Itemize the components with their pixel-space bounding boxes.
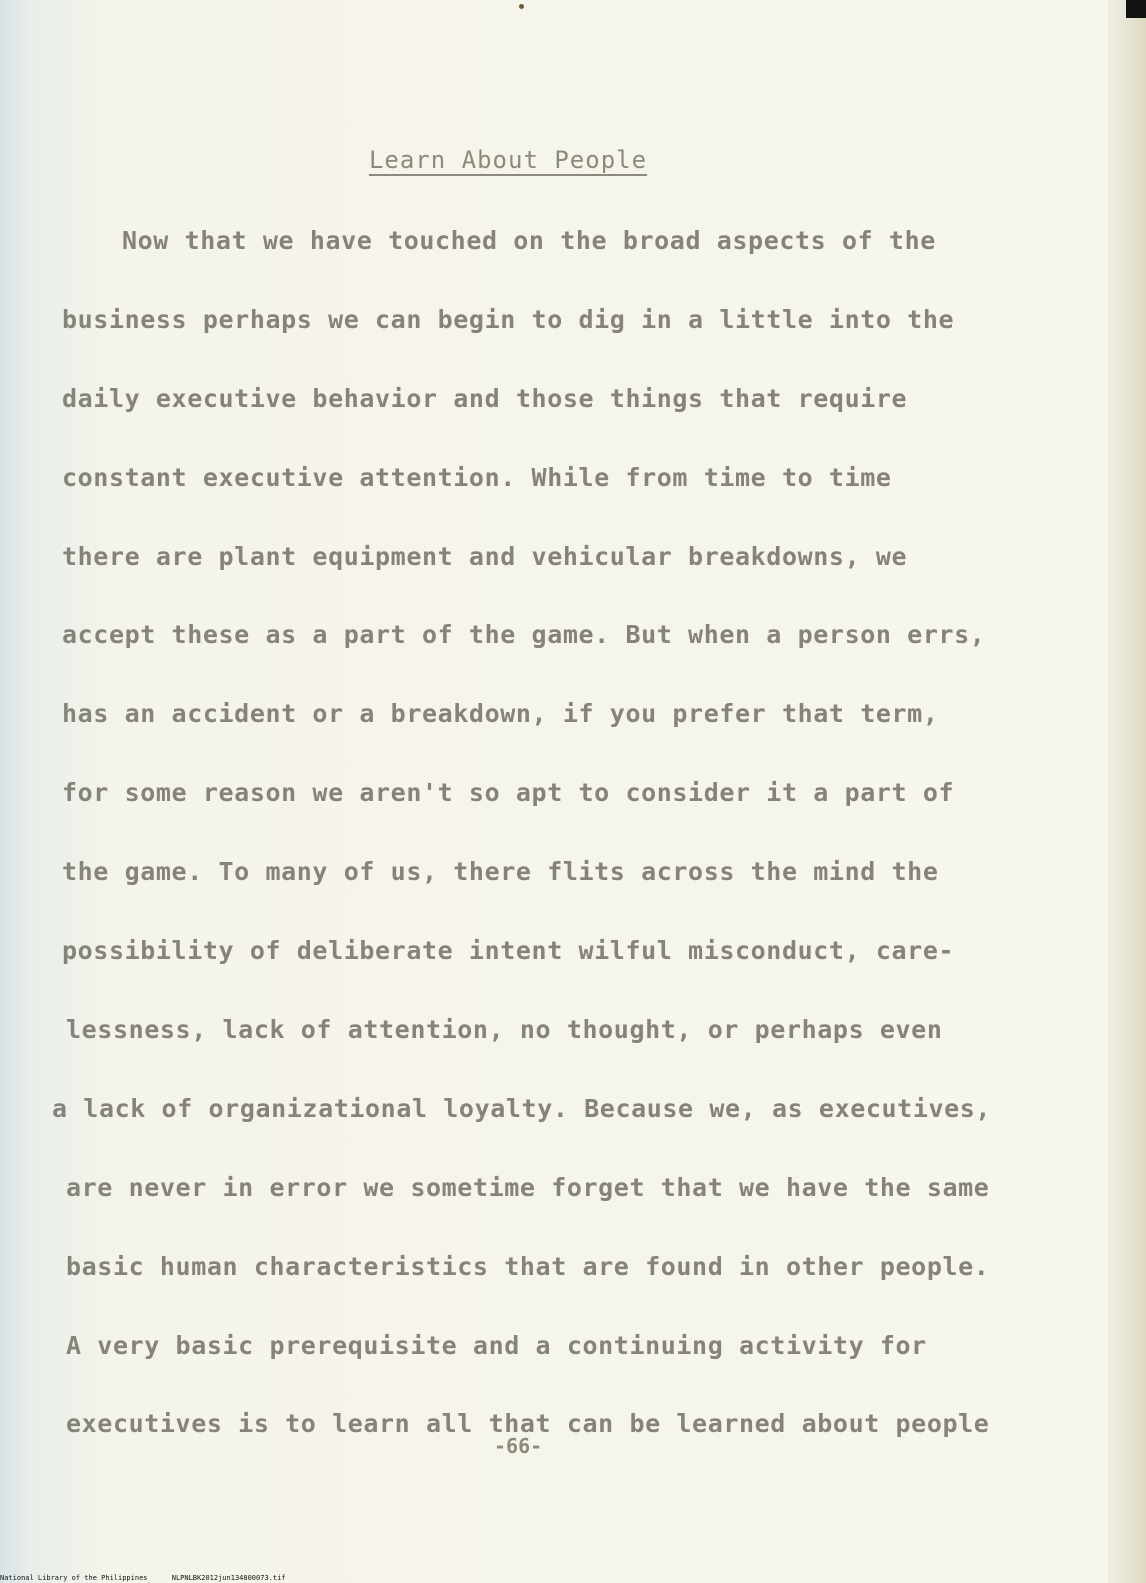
file-id: NLPNLBK2012jun134800073.tif xyxy=(171,1574,286,1582)
text-line: possibility of deliberate intent wilful misconduct, care- xyxy=(62,936,955,965)
page-edge-shadow xyxy=(1108,0,1146,1583)
text-line: the game. To many of us, there flits across the mind the xyxy=(62,857,939,886)
page-number: -66- xyxy=(494,1434,543,1458)
page-title: Learn About People xyxy=(368,146,648,174)
library-name: National Library of the Philippines xyxy=(0,1574,148,1582)
text-line: A very basic prerequisite and a continuing activity for xyxy=(66,1331,927,1360)
text-line: has an accident or a breakdown, if you prefer that term, xyxy=(62,699,939,728)
text-line: business perhaps we can begin to dig in a little into the xyxy=(62,305,955,334)
scan-border xyxy=(1126,0,1146,18)
text-line: daily executive behavior and those things that require xyxy=(62,384,908,413)
text-line: Now that we have touched on the broad aspects of the xyxy=(122,226,936,255)
ink-speck xyxy=(519,4,524,9)
text-line: basic human characteristics that are found in other people. xyxy=(66,1252,990,1281)
text-line: accept these as a part of the game. But when a person errs, xyxy=(62,620,986,649)
text-line: there are plant equipment and vehicular breakdowns, we xyxy=(62,542,908,571)
text-line: a lack of organizational loyalty. Because we, as executives, xyxy=(52,1094,992,1123)
text-line: for some reason we aren't so apt to consider it a part of xyxy=(62,778,955,807)
text-line: executives is to learn all that can be learned about people xyxy=(66,1409,990,1438)
scan-footer xyxy=(0,1574,286,1583)
text-line: are never in error we sometime forget that we have the same xyxy=(66,1173,990,1202)
text-line: lessness, lack of attention, no thought, or perhaps even xyxy=(66,1015,943,1044)
text-line: constant executive attention. While from time to time xyxy=(62,463,892,492)
